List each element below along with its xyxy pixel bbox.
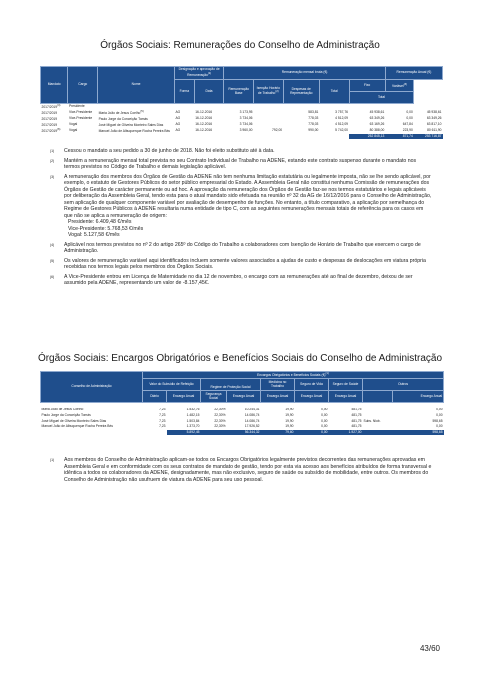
cell-cargo: Vice-Presidente bbox=[68, 116, 93, 121]
header-nome: Nome bbox=[98, 67, 175, 104]
cell-variavel: 647,84 bbox=[402, 122, 413, 127]
cell-seguro-vida: 0,00 bbox=[321, 424, 328, 429]
header-subsidio: Valor do Subsídio de Refeição bbox=[143, 379, 201, 391]
cell-mandato: 2017/2019 bbox=[41, 111, 58, 116]
footnote bbox=[50, 258, 433, 271]
header-seguro-saude: Seguro de Saúde bbox=[329, 379, 363, 391]
cell-forma: AG bbox=[175, 110, 181, 115]
cell-variavel: 0,00 bbox=[406, 110, 413, 115]
total-blank-2 bbox=[201, 430, 227, 436]
header-designacao: Designação e aprovação de Remuneração$^{(1)}$ bbox=[174, 67, 223, 80]
header-encargo-anual-6: Encargo Anual bbox=[393, 391, 444, 403]
header-mensal: Remuneração mensal bruta (€) bbox=[224, 67, 385, 80]
cell-nome: Maria João de Jesus Coelho$^{(5)}$ bbox=[98, 110, 144, 116]
footnote bbox=[50, 148, 433, 155]
footnote-text: Mantém a remuneração mensal total prevista no seu Contrato Individual de Trabalho na ADENE, estando este contrato suspenso durante o mandato nos termos previstos no Código de Trabalho e demais legislação aplicável. bbox=[64, 157, 417, 170]
cell-nome: Paulo Jorge da Conceição Tomás bbox=[98, 117, 148, 122]
cell-seguro-saude: 481,75 bbox=[351, 424, 362, 429]
cell-fixo: 63 169,26 bbox=[369, 122, 385, 127]
header-encargo-anual-5: Encargo Anual bbox=[329, 391, 363, 403]
cell-diario: 7,23 bbox=[159, 407, 166, 412]
cell-total-anual: 45 938,61 bbox=[426, 110, 442, 115]
cell-rem-base: 3 960,00 bbox=[239, 128, 253, 133]
cell-despesas: 778,03 bbox=[308, 116, 319, 121]
cell-outros: 0,00 bbox=[436, 407, 443, 412]
cell-rem-base: 3 734,06 bbox=[239, 122, 253, 127]
cell-diario: 7,23 bbox=[159, 424, 166, 429]
footnote bbox=[50, 158, 433, 171]
cell-medicina: 19,90 bbox=[285, 407, 294, 412]
reference-salary: Vice-Presidente: 5.768,53 €/mês bbox=[68, 225, 144, 232]
cell-nome: Paulo Jorge da Conceição Tomás bbox=[41, 413, 91, 417]
footnote-marker: (1) bbox=[50, 149, 55, 153]
header-variavel: Variável$^{(3)}$ bbox=[385, 80, 414, 92]
cell-fixo: 63 349,26 bbox=[369, 116, 385, 121]
header-encargo-anual-4: Encargo Anual bbox=[295, 391, 329, 403]
cell-total-mensal: 4 512,09 bbox=[335, 116, 349, 121]
cell-total-anual: 63 817,10 bbox=[426, 122, 442, 127]
footnote bbox=[50, 174, 433, 239]
footnote-text: Aos membros do Conselho de Administração aplicam-se todos os Encargos Obrigatórios legalmente previstos decorrentes das remunerações aprovadas em Assembleia Geral e em conformidade com os seus contratos de mandato de gestão, tendo por esta via acesso aos benefícios atribuídos de forma transversal e idêntica a todos os colaboradores da ADENE, designadamente, mas não exclusivo, seguro de saúde ou subsídio de mobilidade, entre outros. Os membros do Conselho de Administração não usufruem de viatura da ADENE para seu uso pessoal. bbox=[64, 457, 432, 483]
footnote-text: Cessou o mandato a seu pedido a 30 de junho de 2018. Não foi eleito substituto até à data. bbox=[64, 148, 275, 154]
encargos-table bbox=[40, 371, 444, 435]
cell-data: 16-12-2016 bbox=[195, 122, 213, 127]
cell-rem-base: 3 173,95 bbox=[239, 110, 253, 115]
cell-outros: 0,00 bbox=[436, 424, 443, 429]
header-encargo-anual-2: Encargo Anual bbox=[227, 391, 261, 403]
cell-data: 16-12-2016 bbox=[195, 110, 213, 115]
header-total-anual: Total bbox=[349, 92, 414, 104]
notes-remuneracoes bbox=[50, 148, 433, 290]
cell-total-anual: 80 611,90 bbox=[427, 128, 442, 133]
cell-cargo: Vice-Presidente bbox=[68, 110, 93, 115]
page-number: 43/60 bbox=[419, 644, 440, 653]
total-row bbox=[41, 134, 443, 139]
total-total_a: 253 716,87 bbox=[414, 134, 443, 139]
cell-cargo: Presidente bbox=[68, 104, 85, 109]
cell-total-mensal: 4 512,09 bbox=[335, 122, 349, 127]
cell-cargo: Vogal bbox=[68, 122, 78, 127]
cell-diario: 7,23 bbox=[159, 418, 166, 423]
total-blank-3 bbox=[363, 430, 393, 436]
header-fixo: Fixo bbox=[349, 80, 385, 92]
total-blank-1 bbox=[41, 430, 167, 436]
cell-outros-desc: Subs. Nlob. bbox=[363, 418, 381, 423]
cell-despesas: 990,00 bbox=[308, 128, 319, 133]
header-encargo-anual-3: Encargo Anual bbox=[261, 391, 295, 403]
cell-seguranca-social: 22,30% bbox=[214, 418, 226, 423]
total-row-blank bbox=[41, 134, 350, 139]
total-medicina: 79,60 bbox=[261, 430, 295, 436]
footnote-text: A remuneração dos membros dos Órgãos de Gestão da ADENE não tem nenhuma limitação estatutária ou legalmente imposta, não se lhe sendo aplicável, por exemplo, o estatuto de Gestores Públicos do setor público empresarial do Estado. A Assembleia Geral não constitui nenhuma Comissão de remunerações dos Órgãos de Gestão de carácter permanente ou ad hoc. A aprovação da remuneração dos Órgãos de Gestão faz-se nos termos estatutários e legais aplicáveis por deliberação da Assembleia Geral, tendo esta para o atual mandato sido efetuada na reunião nº 32 da AG de 16/12/2016 para o Conselho de Administração, sem aplicação de qualquer componente variável por avaliação de desempenho de funções. No entanto, a título comparativo, a aplicação por semelhança do Regime de Gestores Públicos à ADENE resultaria numa entidade de tipo C, com as seguintes remunerações mensais totais de referência para os casos em que não se aplica a remuneração de origem: bbox=[64, 173, 432, 219]
cell-seguro-vida: 0,00 bbox=[321, 413, 328, 417]
cell-medicina: 19,90 bbox=[285, 418, 294, 423]
header-diario: Diário bbox=[143, 391, 167, 403]
header-encargos-top: Encargos Obrigatórios e Benefícios Sociais (€)$^{(1)}$ bbox=[143, 372, 444, 379]
header-mandato: Mandato bbox=[41, 67, 68, 104]
header-encargo-anual-1: Encargo Anual bbox=[167, 391, 201, 403]
cell-nome: José Miguel de Oliveira Monteiro Sales Dias bbox=[41, 418, 107, 423]
cell-seguranca-social: 22,30% bbox=[214, 407, 226, 412]
cell-total-anual: 63 349,26 bbox=[426, 116, 442, 121]
header-seguranca-social: Segurança Social bbox=[201, 391, 227, 403]
cell-mandato: 2017/2019$^{(4)}$ bbox=[41, 104, 61, 110]
header-outros: Outros bbox=[363, 379, 444, 391]
footnote-marker: (5) bbox=[50, 258, 55, 263]
cell-outros: 0,00 bbox=[436, 413, 443, 417]
cell-total-mensal: 3 757,76 bbox=[335, 110, 349, 115]
footnote-marker: (3) bbox=[50, 174, 55, 179]
footnote-text: Aplicável nos termos previstos no nº 2 do artigo 265º do Código do Trabalho a colaboradores com Isenção de Horário de Trabalho que exercem o cargo de Administração. bbox=[64, 241, 421, 254]
header-anual: Remuneração Anual (€) bbox=[385, 67, 442, 80]
footnote-marker: (1) bbox=[50, 458, 55, 462]
total-fixo: 252 845,13 bbox=[349, 134, 385, 139]
header-outros-blank bbox=[363, 391, 393, 403]
cell-nome: Maria João de Jesus Coelho bbox=[41, 407, 84, 412]
cell-nome: Manuel João de Albuquerque Rocha Pereira Béu bbox=[41, 424, 114, 429]
cell-seguro-saude: 481,75 bbox=[351, 413, 362, 417]
footnote bbox=[50, 242, 433, 255]
cell-mandato: 2017/2019 bbox=[41, 117, 58, 122]
header-conselho: Conselho de Administração bbox=[41, 372, 143, 403]
reference-salary: Vogal: 5.127,58 €/mês bbox=[68, 232, 120, 238]
reference-salary: Presidente: 6.409,48 €/mês bbox=[68, 219, 132, 225]
section-title-remuneracoes: Órgãos Sociais: Remunerações do Conselho de Administração bbox=[100, 40, 380, 51]
cell-despesas: 583,81 bbox=[308, 110, 319, 115]
cell-seguranca-social: 22,30% bbox=[214, 424, 226, 429]
cell-medicina: 19,90 bbox=[285, 413, 294, 417]
header-medicina: Medicina no Trabalho bbox=[261, 379, 295, 391]
header-cargo: Cargo bbox=[68, 67, 98, 104]
cell-data: 16-12-2016 bbox=[195, 116, 213, 121]
cell-mandato: 2017/2019 bbox=[41, 123, 58, 128]
footnote-marker: (4) bbox=[50, 242, 55, 247]
header-isencao: Isenção Horário de Trabalho$^{(2)}$ bbox=[254, 80, 284, 104]
total-seguro-saude: 1.927,00 bbox=[329, 430, 363, 436]
cell-seguranca-social: 22,30% bbox=[214, 413, 226, 417]
cell-fixo: 45 938,61 bbox=[369, 110, 385, 115]
cell-protecao-anual: 14.086,74 bbox=[244, 413, 260, 417]
total-outros: 598,65 bbox=[393, 430, 444, 436]
total-variavel: 871,74 bbox=[385, 134, 414, 139]
cell-seguro-vida: 0,00 bbox=[321, 407, 328, 412]
cell-data: 16-12-2016 bbox=[195, 128, 213, 133]
cell-forma: AG bbox=[175, 116, 181, 121]
total-subsidio-anual: 5.892,45 bbox=[167, 430, 201, 436]
cell-variavel: 0,00 bbox=[406, 116, 413, 121]
cell-outros: 598,65 bbox=[432, 418, 443, 423]
cell-subsidio-anual: 1.373,70 bbox=[186, 424, 200, 429]
cell-forma: AG bbox=[175, 122, 181, 127]
header-protecao: Regime de Proteção Social bbox=[201, 379, 261, 391]
cell-variavel: 223,90 bbox=[402, 128, 413, 133]
header-data: Data bbox=[194, 80, 224, 104]
footnote-marker: (6) bbox=[50, 274, 55, 279]
header-seguro-vida: Seguro de Vida bbox=[295, 379, 329, 391]
total-seguro-vida: 0,00 bbox=[295, 430, 329, 436]
cell-protecao-anual: 10.244,31 bbox=[244, 407, 260, 412]
total-row bbox=[41, 430, 444, 436]
cell-cargo: Vogal bbox=[68, 128, 78, 133]
footnote-text: A Vice-Presidente entrou em Licença de Maternidade no dia 12 de novembro, o encargo com as remunerações até ao final de dezembro, deixou de ser assumido pela ADENE, representando um valor de -8.157,45€. bbox=[64, 273, 413, 286]
footnote-marker: (2) bbox=[50, 158, 55, 163]
footnote bbox=[50, 457, 433, 483]
cell-seguro-vida: 0,00 bbox=[321, 418, 328, 423]
cell-nome: Manuel João de Albuquerque Rocha Pereira Béu bbox=[98, 129, 171, 134]
cell-seguro-saude: 481,75 bbox=[351, 407, 362, 412]
cell-subsidio-anual: 1.532,76 bbox=[186, 407, 200, 412]
cell-seguro-saude: 481,75 bbox=[351, 418, 362, 423]
total-protecao-anual: 56.344,32 bbox=[227, 430, 261, 436]
cell-subsidio-anual: 1.503,84 bbox=[186, 418, 200, 423]
header-total-mensal: Total bbox=[319, 80, 349, 104]
remuneracoes-table bbox=[40, 66, 443, 139]
cell-forma: AG bbox=[175, 128, 181, 133]
notes-encargos bbox=[50, 457, 433, 486]
cell-rem-base: 3 734,06 bbox=[239, 116, 253, 121]
header-forma: Forma bbox=[174, 80, 194, 104]
cell-subsidio-anual: 1.482,15 bbox=[186, 413, 200, 417]
cell-isencao: 792,00 bbox=[272, 128, 283, 133]
cell-fixo: 80 388,00 bbox=[369, 128, 385, 133]
cell-nome: José Miguel de Oliveira Monteiro Sales Dias bbox=[98, 123, 164, 128]
cell-despesas: 778,03 bbox=[308, 122, 319, 127]
header-despesas: Despesas de Representação bbox=[283, 80, 319, 104]
cell-medicina: 19,90 bbox=[285, 424, 294, 429]
cell-diario: 7,23 bbox=[159, 413, 166, 417]
header-rem-base: Remuneração Base bbox=[224, 80, 254, 104]
footnote bbox=[50, 274, 433, 287]
cell-mandato: 2017/2019$^{(6)}$ bbox=[41, 128, 61, 134]
cell-total-mensal: 5 742,00 bbox=[335, 128, 349, 133]
cell-protecao-anual: 14.086,74 bbox=[244, 418, 260, 423]
footnote-text: Os valores de remuneração variável aqui identificados incluem somente valores associados a ajudas de custo e despesas de deslocações em viatura própria recebidas nos termos legais pelos membros dos Órgãos Sociais. bbox=[64, 257, 426, 270]
section-title-encargos: Órgãos Sociais: Encargos Obrigatórios e Benefícios Sociais do Conselho de Administração bbox=[37, 353, 443, 364]
cell-protecao-anual: 17.926,52 bbox=[244, 424, 260, 429]
